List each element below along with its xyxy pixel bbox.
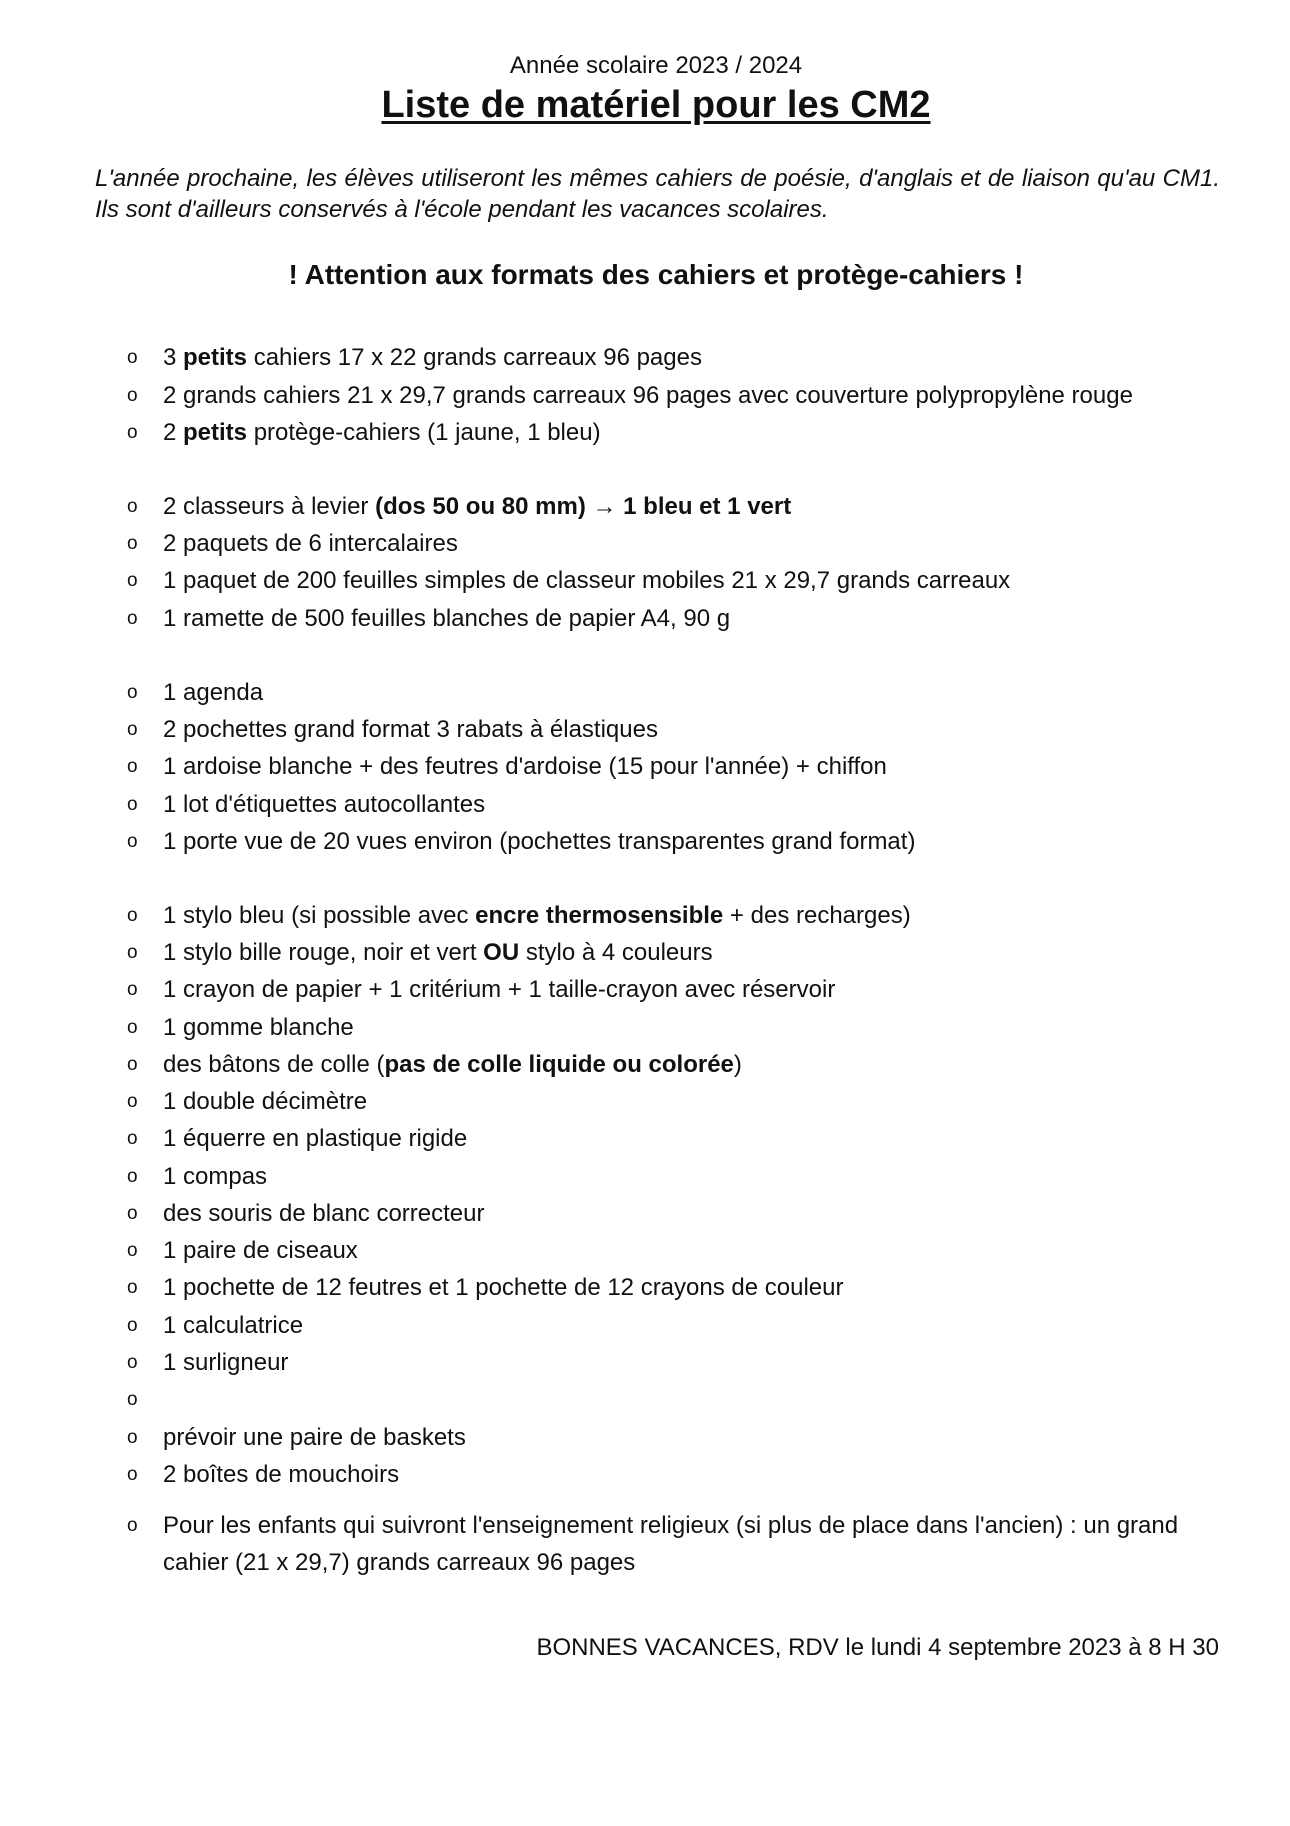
bold-text: petits xyxy=(183,419,248,446)
list-item-text xyxy=(163,823,1237,860)
list-item-text xyxy=(163,1344,1237,1381)
bullet-icon: o xyxy=(127,608,138,629)
list-item-text xyxy=(163,488,1237,525)
list-item-text xyxy=(163,711,1237,748)
text-run: stylo à 4 couleurs xyxy=(519,939,713,966)
bullet-icon: o xyxy=(127,719,138,740)
bullet-icon: o xyxy=(127,570,138,591)
text-run: 1 paquet de 200 feuilles simples de classeur mobiles 21 x 29,7 grands carreaux xyxy=(163,567,1011,594)
bullet-icon: o xyxy=(127,1091,138,1112)
text-run: 1 calculatrice xyxy=(163,1312,304,1339)
text-run: 1 ardoise blanche + des feutres d'ardoise (15 pour l'année) + chiffon xyxy=(163,753,887,780)
bullet-icon: o xyxy=(127,1427,138,1448)
bullet-icon: o xyxy=(127,1166,138,1187)
text-run: 1 double décimètre xyxy=(163,1088,368,1115)
list-item-text xyxy=(163,525,1237,562)
bold-text: petits xyxy=(183,344,248,371)
text-run: 3 xyxy=(163,344,184,371)
list-item-text xyxy=(163,1083,1237,1120)
bullet-icon: o xyxy=(127,347,138,368)
bullet-icon: o xyxy=(127,794,138,815)
bold-text: (dos 50 ou 80 mm) → 1 bleu et 1 vert xyxy=(375,493,792,520)
text-run: 2 xyxy=(163,419,184,446)
bullet-icon: o xyxy=(127,831,138,852)
footer-note: BONNES VACANCES, RDV le lundi 4 septembre 2023 à 8 H 30 xyxy=(536,1634,1219,1661)
list-item-text xyxy=(163,1195,1237,1232)
bullet-icon: o xyxy=(127,1203,138,1224)
text-run: 1 compas xyxy=(163,1163,268,1190)
bullet-icon: o xyxy=(127,1017,138,1038)
text-run: 1 gomme blanche xyxy=(163,1014,354,1041)
bullet-icon: o xyxy=(127,1054,138,1075)
bullet-icon: o xyxy=(127,422,138,443)
page-title: Liste de matériel pour les CM2 xyxy=(381,84,931,126)
list-item-text xyxy=(163,934,1237,971)
list-item-text xyxy=(163,1120,1237,1157)
list-item-text xyxy=(163,674,1237,711)
text-run: 1 paire de ciseaux xyxy=(163,1237,358,1264)
text-run: des souris de blanc correcteur xyxy=(163,1200,485,1227)
text-run: prévoir une paire de baskets xyxy=(163,1424,466,1451)
list-item-text xyxy=(163,600,1237,637)
text-run: 1 agenda xyxy=(163,679,264,706)
text-run: 1 lot d'étiquettes autocollantes xyxy=(163,791,486,818)
bold-text: encre thermosensible xyxy=(475,902,724,929)
list-item-text xyxy=(163,1456,1237,1493)
list-item-text xyxy=(163,1232,1237,1269)
text-run: 2 paquets de 6 intercalaires xyxy=(163,530,458,557)
text-run: protège-cahiers (1 jaune, 1 bleu) xyxy=(247,419,601,446)
text-run: cahiers 17 x 22 grands carreaux 96 pages xyxy=(247,344,702,371)
bullet-icon: o xyxy=(127,1464,138,1485)
text-run: 1 stylo bleu (si possible avec xyxy=(163,902,476,929)
list-item-text xyxy=(163,562,1237,599)
intro-paragraph: L'année prochaine, les élèves utiliseront les mêmes cahiers de poésie, d'anglais et de liaison qu'au CM1. Ils sont d'ailleurs conservés à l'école pendant les vacances scolaires. xyxy=(95,165,1220,223)
text-run: 2 boîtes de mouchoirs xyxy=(163,1461,400,1488)
bullet-icon: o xyxy=(127,1277,138,1298)
list-item-text xyxy=(163,971,1237,1008)
bullet-icon: o xyxy=(127,1352,138,1373)
bullet-icon: o xyxy=(127,756,138,777)
text-run: 1 stylo bille rouge, noir et vert xyxy=(163,939,484,966)
list-item-text xyxy=(163,1269,1237,1306)
bullet-icon: o xyxy=(127,1389,138,1410)
text-run: 1 pochette de 12 feutres et 1 pochette de 12 crayons de couleur xyxy=(163,1274,844,1301)
list-item-text xyxy=(163,786,1237,823)
list-item-text xyxy=(163,1158,1237,1195)
list-item-text xyxy=(163,1046,1237,1083)
text-run: 1 équerre en plastique rigide xyxy=(163,1125,468,1152)
text-run: des bâtons de colle ( xyxy=(163,1051,385,1078)
list-item-text xyxy=(163,748,1237,785)
bullet-icon: o xyxy=(127,979,138,1000)
text-run: 2 pochettes grand format 3 rabats à élastiques xyxy=(163,716,658,743)
text-run: 2 classeurs à levier xyxy=(163,493,376,520)
list-item-text xyxy=(163,897,1237,934)
text-run: 1 ramette de 500 feuilles blanches de papier A4, 90 g xyxy=(163,605,731,632)
bullet-icon: o xyxy=(127,1240,138,1261)
list-item-text xyxy=(163,1419,1237,1456)
text-run: 1 crayon de papier + 1 critérium + 1 taille-crayon avec réservoir xyxy=(163,976,836,1003)
text-run: 2 grands cahiers 21 x 29,7 grands carreaux 96 pages avec couverture polypropylène rouge xyxy=(163,382,1133,409)
bullet-icon: o xyxy=(127,1315,138,1336)
bullet-icon: o xyxy=(127,942,138,963)
bullet-icon: o xyxy=(127,385,138,406)
text-run: + des recharges) xyxy=(723,902,911,929)
list-item-text xyxy=(163,1307,1237,1344)
list-item-text xyxy=(163,414,1237,451)
format-warning: ! Attention aux formats des cahiers et protège-cahiers ! xyxy=(288,259,1024,290)
list-item-text xyxy=(163,1507,1237,1581)
text-run: 1 porte vue de 20 vues environ (pochettes transparentes grand format) xyxy=(163,828,916,855)
bullet-icon: o xyxy=(127,1128,138,1149)
list-item-text xyxy=(163,377,1237,414)
bullet-icon: o xyxy=(127,1515,138,1536)
bullet-icon: o xyxy=(127,533,138,554)
list-item-text xyxy=(163,1009,1237,1046)
list-item-text xyxy=(163,339,1237,376)
bullet-icon: o xyxy=(127,682,138,703)
text-run: ) xyxy=(733,1051,742,1078)
text-run: Pour les enfants qui suivront l'enseignement religieux (si plus de place dans l'ancien) : un grand cahier (21 x 29,7) grands carreaux 96 pages xyxy=(163,1512,1179,1576)
bullet-icon: o xyxy=(127,496,138,517)
text-run: 1 surligneur xyxy=(163,1349,289,1376)
bold-text: OU xyxy=(483,939,520,966)
bold-text: pas de colle liquide ou colorée xyxy=(384,1051,734,1078)
school-year: Année scolaire 2023 / 2024 xyxy=(509,52,803,79)
bullet-icon: o xyxy=(127,905,138,926)
